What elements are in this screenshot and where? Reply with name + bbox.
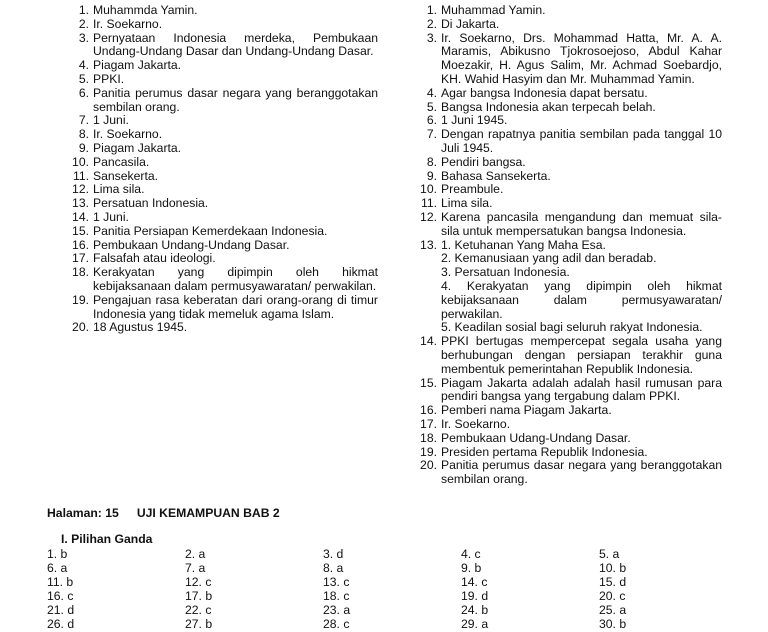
item-number: 9. [78,140,89,155]
list-item [412,335,722,376]
item-text [93,114,378,128]
answer-cell: 15. d [599,575,627,589]
item-number: 14. [420,334,437,349]
item-text [93,170,378,184]
item-text [93,73,378,87]
item-number: 2. [78,16,89,31]
list-item [412,156,722,170]
list-item [412,404,722,418]
item-text [93,183,378,197]
answer-cell: 22. c [185,603,212,617]
item-number: 4. [78,58,89,73]
answer-cell: 4. c [461,547,481,561]
answer-cell: 12. c [185,575,212,589]
item-text [93,239,378,253]
item-main-text: Agar bangsa Indonesia dapat bersatu. [441,85,648,100]
item-main-text: 1 Juni. [93,209,129,224]
item-main-text: Karena pancasila mengandung dan memuat sila-sila untuk mempersatukan bangsa Indonesia. [441,209,722,238]
item-text [93,252,378,266]
section-heading [47,507,280,521]
item-main-text: Muhammad Yamin. [441,3,546,17]
list-item [64,211,378,225]
item-main-text: 18 Agustus 1945. [93,320,188,335]
item-text [93,321,378,335]
item-main-text: Piagam Jakarta. [93,140,182,155]
answer-cell: 7. a [185,561,206,575]
item-text [441,432,722,446]
page-label: Halaman: 15 [47,506,119,520]
answer-cell: 30. b [599,617,627,631]
list-item [64,266,378,294]
list-item [412,128,722,156]
item-number: 17. [72,251,89,266]
item-text [93,87,378,115]
item-text [441,418,722,432]
item-text [441,239,722,336]
list-item [412,183,722,197]
item-main-text: Panitia perumus dasar negara yang beranggotakan sembilan orang. [441,458,722,487]
answer-cell: 11. b [47,575,74,589]
list-item [64,197,378,211]
item-number: 6. [78,85,89,100]
item-number: 3. [426,30,437,45]
sub-item-text: 5. Keadilan sosial bagi seluruh rakyat Indonesia. [441,320,703,335]
list-item [64,170,378,184]
item-main-text: Lima sila. [93,182,145,197]
list-item [64,294,378,322]
item-main-text: Kerakyatan yang dipimpin oleh hikmat kebijaksanaan dalam permusyawaratan/ perwakilan. [93,265,378,293]
item-text [93,211,378,225]
answer-cell: 5. a [599,547,620,561]
item-number: 11. [420,196,437,211]
list-item [64,114,378,128]
answer-cell: 26. d [47,617,75,631]
list-item [64,156,378,170]
item-text [441,170,722,184]
answer-cell: 10. b [599,561,627,575]
right-answer-column [412,4,722,487]
item-main-text: Piagam Jakarta adalah adalah hasil rumusan para pendiri bangsa yang tergabung dalam PPKI. [441,375,722,404]
answer-cell: 9. b [461,561,482,575]
list-item [64,225,378,239]
item-text [441,183,722,197]
item-number: 1. [426,3,437,17]
item-text [441,197,722,211]
item-number: 15. [72,223,89,238]
answer-cell: 28. c [323,617,350,631]
list-item [412,114,722,128]
sub-item-text: 4. Kerakyatan yang dipimpin oleh hikmat kebijaksanaan dalam permusyawaratan/ perwakilan. [441,278,722,321]
answer-cell: 20. c [599,589,626,603]
item-number: 7. [426,127,437,142]
item-text [441,18,722,32]
item-main-text: Muhammda Yamin. [93,3,198,17]
item-main-text: Sansekerta. [93,168,159,183]
item-main-text: Panitia perumus dasar negara yang beranggotakan sembilan orang. [93,85,378,114]
item-text [441,446,722,460]
item-number: 20. [72,320,89,335]
item-main-text: Dengan rapatnya panitia sembilan pada tanggal 10 Juli 1945. [441,127,722,155]
answer-cell: 13. c [323,575,350,589]
list-item [64,321,378,335]
item-main-text: Pemberi nama Piagam Jakarta. [441,403,612,418]
item-number: 16. [72,237,89,252]
item-text [441,335,722,376]
item-number: 8. [78,127,89,142]
answer-cell: 24. b [461,603,489,617]
list-item [64,183,378,197]
item-main-text: Ir. Soekarno. [441,416,511,431]
item-main-text: Preambule. [441,182,504,197]
item-text [93,156,378,170]
item-main-text: Pembukaan Undang-Undang Dasar. [93,237,290,252]
answer-cell: 18. c [323,589,350,603]
list-item [412,446,722,460]
item-main-text: PPKI bertugas mempercepat segala usaha yang berhubungan dengan persiapan terakhir guna membentuk pemerintahan Republik Indonesia. [441,334,722,376]
item-number: 5. [78,71,89,86]
list-item [64,73,378,87]
answer-cell: 29. a [461,617,489,631]
answer-cell: 1. b [47,547,68,561]
answer-cell: 2. a [185,547,206,561]
item-text [441,87,722,101]
item-number: 11. [72,168,89,183]
list-item [64,4,378,18]
answer-cell: 3. d [323,547,344,561]
answer-cell: 16. c [47,589,74,603]
list-item [412,377,722,405]
item-number: 5. [426,99,437,114]
list-item [64,87,378,115]
item-number: 8. [426,154,437,169]
item-text [93,4,378,18]
item-number: 15. [420,375,437,390]
answer-cell: 6. a [47,561,68,575]
list-item [412,170,722,184]
list-item [412,32,722,87]
item-main-text: Pembukaan Udang-Undang Dasar. [441,430,631,445]
item-text [93,59,378,73]
list-item [412,418,722,432]
item-main-text: Ir. Soekarno. [93,16,163,31]
list-item [412,101,722,115]
item-text [93,142,378,156]
left-answer-list [64,4,378,335]
list-item [412,432,722,446]
item-text [441,114,722,128]
item-main-text: Di Jakarta. [441,16,500,31]
answer-cell: 8. a [323,561,344,575]
item-main-text: Pengajuan rasa keberatan dari orang-orang di timur Indonesia yang tidak memeluk agama Islam. [93,292,378,321]
item-text [93,225,378,239]
list-item [64,252,378,266]
item-number: 4. [426,85,437,100]
item-text [441,101,722,115]
item-text [93,266,378,294]
list-item [412,18,722,32]
answer-cell: 27. b [185,617,213,631]
item-main-text: Piagam Jakarta. [93,58,182,73]
item-main-text: 1 Juni. [93,113,129,128]
answer-cell: 21. d [47,603,75,617]
item-text [441,128,722,156]
item-text [441,211,722,239]
item-number: 1. [78,3,89,17]
answer-cell: 23. a [323,603,351,617]
sub-item-text: 3. Persatuan Indonesia. [441,265,570,280]
item-number: 19. [420,444,437,459]
item-number: 3. [78,30,89,45]
item-main-text: Panitia Persiapan Kemerdekaan Indonesia. [93,223,328,238]
item-number: 2. [426,16,437,31]
item-main-text: Bahasa Sansekerta. [441,168,551,183]
answer-key-grid [47,548,719,632]
list-item [412,197,722,211]
item-main-text: Presiden pertama Republik Indonesia. [441,444,648,459]
item-number: 12. [420,209,437,224]
item-text [93,128,378,142]
left-answer-column [64,4,378,335]
item-number: 13. [420,237,437,252]
item-text [441,156,722,170]
section-title: UJI KEMAMPUAN BAB 2 [136,506,280,520]
item-main-text: Ir. Soekarno, Drs. Mohammad Hatta, Mr. A. A. Maramis, Abikusno Tjokrosoejoso, Abdul Kahar Moezakir, H. Agus Salim, Mr. Achmad Soebardjo, KH. Wahid Hasyim dan Mr. Muhammad Yamin. [441,30,722,86]
item-text [441,4,722,18]
item-text [93,32,378,60]
item-main-text: 1 Juni 1945. [441,113,508,128]
item-main-text: Pancasila. [93,154,150,169]
item-text [441,459,722,487]
item-text [441,404,722,418]
list-item [64,18,378,32]
item-text [93,294,378,322]
sub-item-text: 2. Kemanusiaan yang adil dan beradab. [441,251,657,266]
item-main-text: 1. Ketuhanan Yang Maha Esa. [441,237,606,252]
item-text [93,197,378,211]
item-main-text: Lima sila. [441,196,493,211]
list-item [64,32,378,60]
item-text [441,377,722,405]
item-number: 17. [420,416,437,431]
item-number: 9. [426,168,437,183]
item-main-text: Pernyataan Indonesia merdeka, Pembukaan Undang-Undang Dasar dan Undang-Undang Dasar. [93,30,378,59]
list-item [64,59,378,73]
item-number: 18. [420,430,437,445]
right-answer-list [412,4,722,487]
item-main-text: Pendiri bangsa. [441,154,526,169]
answer-cell: 17. b [185,589,213,603]
item-number: 12. [72,182,89,197]
list-item [64,128,378,142]
list-item [64,239,378,253]
item-text [441,32,722,87]
list-item [64,142,378,156]
item-main-text: PPKI. [93,71,125,86]
item-number: 16. [420,403,437,418]
item-number: 6. [426,113,437,128]
item-number: 14. [72,209,89,224]
answer-cell: 25. a [599,603,627,617]
item-text [93,18,378,32]
answer-cell: 19. d [461,589,489,603]
item-main-text: Ir. Soekarno. [93,127,163,142]
item-number: 10. [420,182,437,197]
item-main-text: Falsafah atau ideologi. [93,251,216,266]
item-main-text: Bangsa Indonesia akan terpecah belah. [441,99,656,114]
list-item [412,87,722,101]
multiple-choice-heading: I. Pilihan Ganda [61,532,153,546]
list-item [412,4,722,18]
item-number: 19. [72,292,89,307]
item-number: 13. [72,196,89,211]
answer-cell: 14. c [461,575,488,589]
list-item [412,211,722,239]
list-item [412,459,722,487]
item-number: 7. [78,113,89,128]
item-number: 18. [72,265,89,280]
item-main-text: Persatuan Indonesia. [93,196,209,211]
item-number: 20. [420,458,437,473]
list-item [412,239,722,336]
item-number: 10. [72,154,89,169]
